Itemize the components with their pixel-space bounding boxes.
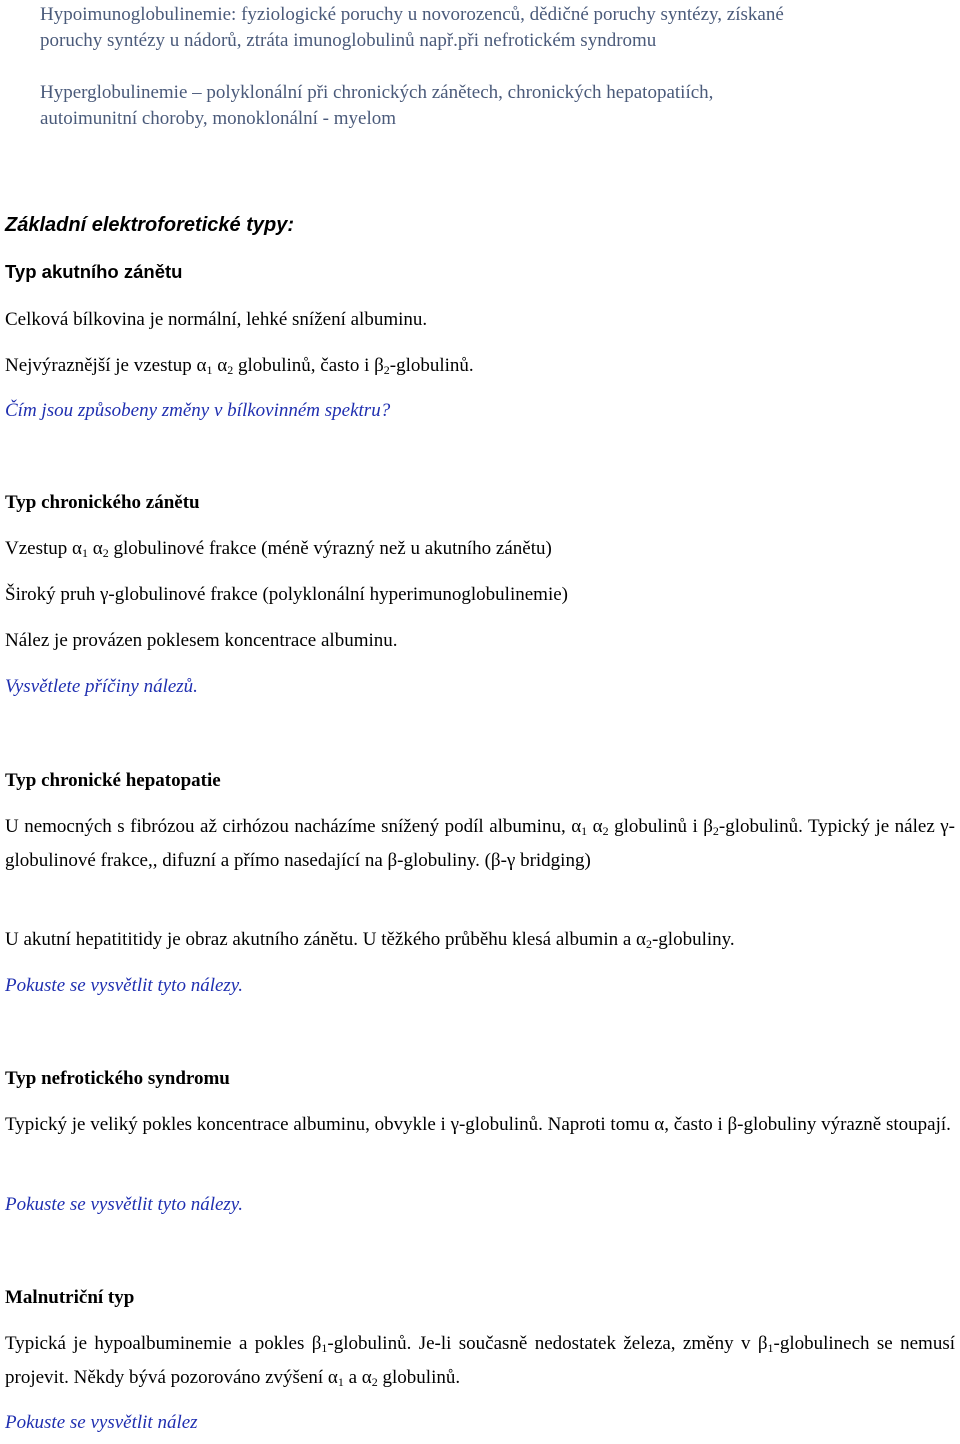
hepatopathy-paragraph-1: U nemocných s fibrózou až cirhózou nacházíme snížený podíl albuminu, $\alpha_1$ $\alpha_2$ globulinů i $\beta_2$-globulinů. Typický je nález γ-globulinové frakce,, difuzní a přímo nasedající na β-globuliny. (β-γ bridging) — [5, 816, 955, 871]
malnutrition-title: Malnutriční typ — [5, 1287, 135, 1308]
chronic-paragraph-3: Nález je provázen poklesem koncentrace albuminu. — [5, 630, 398, 651]
hepatopathy-paragraph-2: U akutní hepatititidy je obraz akutního zánětu. U těžkého průběhu klesá albumin a $\alpha_2$-globuliny. — [5, 929, 735, 951]
chronic-question: Vysvětlete příčiny nálezů. — [5, 676, 198, 697]
acute-paragraph-2: Nejvýraznější je vzestup $\alpha_1$ $\alpha_2$ globulinů, často i $\beta_2$-globulinů. — [5, 355, 474, 377]
chronic-paragraph-1: Vzestup $\alpha_1$ $\alpha_2$ globulinové frakce (méně výrazný než u akutního zánětu) — [5, 538, 552, 560]
hyper-line-2: autoimunitní choroby, monoklonální - myelom — [40, 108, 397, 129]
chronic-title: Typ chronického zánětu — [5, 492, 200, 513]
hyperglobulinemia-paragraph — [40, 80, 950, 132]
hypo-line-2: poruchy syntézy u nádorů, ztráta imunoglobulinů např.při nefrotickém syndromu — [40, 30, 657, 51]
acute-question: Čím jsou způsobeny změny v bílkovinném spektru? — [5, 400, 391, 421]
hyper-line-1: Hyperglobulinemie – polyklonální při chronických zánětech, chronických hepatopatiích, — [40, 82, 714, 103]
nephrotic-title: Typ nefrotického syndromu — [5, 1068, 230, 1089]
nephrotic-paragraph-1: Typický je veliký pokles koncentrace albuminu, obvykle i γ-globulinů. Naproti tomu α, často i β-globuliny výrazně stoupají. — [5, 1114, 951, 1135]
chronic-paragraph-2: Široký pruh γ-globulinové frakce (polyklonální hyperimunoglobulinemie) — [5, 584, 568, 605]
hepatopathy-title: Typ chronické hepatopatie — [5, 770, 221, 791]
section-title: Základní elektroforetické typy: — [5, 214, 294, 236]
acute-title: Typ akutního zánětu — [5, 261, 183, 282]
hypo-line-1: Hypoimunoglobulinemie: fyziologické poruchy u novorozenců, dědičné poruchy syntézy, získané — [40, 4, 784, 25]
hypoglobulinemia-paragraph — [40, 2, 950, 54]
acute-paragraph-1: Celková bílkovina je normální, lehké snížení albuminu. — [5, 309, 428, 330]
malnutrition-question: Pokuste se vysvětlit nález — [5, 1412, 198, 1433]
malnutrition-paragraph-1: Typická je hypoalbuminemie a pokles $\beta_1$-globulinů. Je-li současně nedostatek železa, změny v $\beta_1$-globulinech se nemusí projevit. Někdy bývá pozorováno zvýšení $\alpha_1$ a $\alpha_2$ globulinů. — [5, 1333, 955, 1389]
nephrotic-question: Pokuste se vysvětlit tyto nálezy. — [5, 1194, 243, 1215]
hepatopathy-question: Pokuste se vysvětlit tyto nálezy. — [5, 975, 243, 996]
